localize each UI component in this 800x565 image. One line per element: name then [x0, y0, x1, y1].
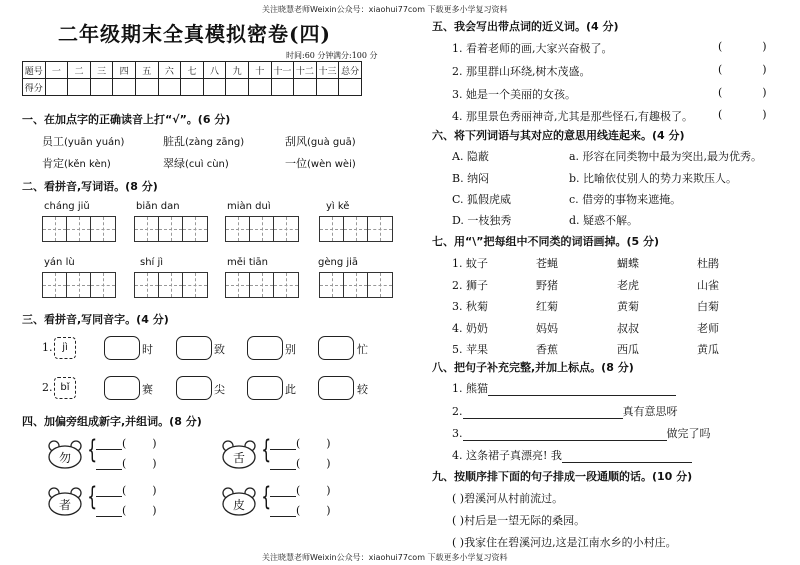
section-9-title: 九、按顺序排下面的句子排成一段通顺的话。(10 分): [432, 470, 693, 483]
score-cell[interactable]: [135, 79, 158, 96]
section-6-title: 六、将下列词语与其对应的意思用线连起来。(4 分): [432, 129, 685, 142]
s4-blank-4[interactable]: ( ): [270, 457, 331, 470]
score-cell[interactable]: [45, 79, 68, 96]
s7-word[interactable]: 山雀: [697, 278, 719, 292]
s7-word[interactable]: 蝴蝶: [617, 257, 639, 270]
s3-answer-box-2[interactable]: [176, 336, 212, 360]
score-table-header-cell: 三: [90, 62, 113, 79]
s3-char: 尖: [214, 383, 225, 396]
s7-word[interactable]: 2. 狮子: [452, 278, 488, 292]
s7-word[interactable]: 黄瓜: [697, 343, 719, 356]
score-cell[interactable]: [113, 79, 136, 96]
s7-word[interactable]: 苍蝇: [536, 257, 558, 270]
section-7-title: 七、用“\”把每组中不同类的词语画掉。(5 分): [432, 235, 660, 248]
s7-word[interactable]: 西瓜: [617, 343, 639, 356]
score-table-header-cell: 十一: [271, 62, 294, 79]
s3-answer-box-1[interactable]: [104, 336, 140, 360]
bear-char-card-3: 者: [46, 486, 84, 516]
score-table-header-cell: 九: [226, 62, 249, 79]
watermark-top: 关注晓慧老师Weixin公众号：xiaohui77com 下载更多小学复习资料: [262, 5, 508, 14]
s7-word[interactable]: 黄菊: [617, 300, 639, 313]
score-cell[interactable]: [339, 79, 362, 96]
score-table-label: 得分: [23, 79, 46, 96]
s6-left-item[interactable]: A. 隐蔽: [452, 150, 489, 163]
s2-pinyin-5: yán lù: [44, 257, 75, 268]
s6-left-item[interactable]: D. 一枝独秀: [452, 214, 512, 227]
score-table-header-cell: 总分: [339, 62, 362, 79]
s9-sentence-1[interactable]: ( )碧溪河从村前流过。: [452, 492, 564, 505]
brace: {: [261, 435, 272, 465]
s1-item-6: 一位(wèn wèi): [285, 157, 356, 170]
score-table-header-cell: 二: [68, 62, 91, 79]
brace: {: [261, 482, 272, 512]
s2-writing-grid-3[interactable]: [225, 216, 299, 242]
s8-item-3[interactable]: 3. 做完了吗: [452, 427, 711, 440]
s8-item-1[interactable]: 1. 熊猫: [452, 380, 676, 396]
section-4-title: 四、加偏旁组成新字,并组词。(8 分): [22, 415, 202, 428]
s7-word[interactable]: 妈妈: [536, 321, 558, 335]
s2-writing-grid-4[interactable]: [319, 216, 393, 242]
score-cell[interactable]: [226, 79, 249, 96]
score-table-header-cell: 一: [45, 62, 68, 79]
s7-word[interactable]: 香蕉: [536, 343, 558, 356]
s7-word[interactable]: 叔叔: [617, 321, 639, 335]
s2-writing-grid-2[interactable]: [134, 216, 208, 242]
s3-answer-box-3[interactable]: [247, 336, 283, 360]
s7-word[interactable]: 老虎: [617, 278, 639, 292]
s3-char: 此: [285, 383, 296, 396]
s1-item-5: 翠绿(cuì cùn): [163, 157, 229, 170]
s3-row2-pinyin-box: bǐ: [54, 377, 76, 399]
s2-writing-grid-7[interactable]: [225, 272, 299, 298]
s1-item-4: 肯定(kěn kèn): [42, 157, 111, 170]
s7-word[interactable]: 红菊: [536, 300, 558, 313]
s5-item-2: 2. 那里群山环绕,树木茂盛。: [452, 65, 591, 78]
s4-blank-1[interactable]: ( ): [96, 437, 157, 450]
s7-word[interactable]: 老师: [697, 321, 719, 335]
brace: {: [87, 435, 98, 465]
s6-right-item[interactable]: d. 疑惑不解。: [569, 214, 639, 227]
section-1-title: 一、在加点字的正确读音上打“√”。(6 分): [22, 113, 231, 126]
s6-left-item[interactable]: C. 狐假虎威: [452, 193, 512, 206]
score-table-header-cell: 十二: [294, 62, 317, 79]
s3-char: 时: [142, 343, 153, 356]
s9-sentence-3[interactable]: ( )我家住在碧溪河边,这是江南水乡的小村庄。: [452, 536, 677, 549]
bear-char-card-2: 舌: [220, 439, 258, 469]
s3-char: 较: [357, 383, 368, 396]
score-table: [22, 61, 362, 96]
s7-word[interactable]: 3. 秋菊: [452, 300, 488, 313]
score-cell[interactable]: [248, 79, 271, 96]
s2-writing-grid-8[interactable]: [319, 272, 393, 298]
s4-blank-7[interactable]: ( ): [270, 484, 331, 497]
s3-row1-number: 1.: [42, 341, 53, 354]
brace: {: [87, 482, 98, 512]
s8-item-4[interactable]: 4. 这条裙子真漂亮! 我: [452, 447, 692, 463]
s7-word[interactable]: 野猪: [536, 278, 558, 292]
s2-pinyin-2: biǎn dan: [136, 201, 180, 212]
score-cell[interactable]: [90, 79, 113, 96]
s3-char: 别: [285, 343, 296, 356]
s2-pinyin-7: měi tiān: [227, 257, 269, 268]
score-table-header-cell: 八: [203, 62, 226, 79]
score-table-header-cell: 七: [181, 62, 204, 79]
s2-writing-grid-1[interactable]: [42, 216, 116, 242]
s7-word[interactable]: 1. 蚊子: [452, 257, 488, 270]
section-2-title: 二、看拼音,写词语。(8 分): [22, 180, 158, 193]
score-table-header-row: [23, 62, 362, 79]
s2-pinyin-8: gèng jiā: [318, 257, 359, 268]
score-table-header-cell: 五: [135, 62, 158, 79]
score-cell[interactable]: [203, 79, 226, 96]
section-5-title: 五、我会写出带点词的近义词。(4 分): [432, 20, 619, 33]
s4-blank-5[interactable]: ( ): [96, 484, 157, 497]
s4-blank-8[interactable]: ( ): [270, 504, 331, 517]
s5-item-4: 4. 那里景色秀丽神奇,尤其是那些怪石,有趣极了。: [452, 110, 693, 123]
s4-blank-2[interactable]: ( ): [96, 457, 157, 470]
score-cell[interactable]: [294, 79, 317, 96]
s5-item-1: 1. 看着老师的画,大家兴奋极了。: [452, 42, 613, 55]
s5-item-3: 3. 她是一个美丽的女孩。: [452, 88, 576, 101]
s3-answer-box-8[interactable]: [318, 376, 354, 400]
score-cell[interactable]: [271, 79, 294, 96]
s1-item-1: 员工(yuān yuán): [42, 135, 125, 148]
s9-sentence-2[interactable]: ( )村后是一望无际的桑园。: [452, 514, 586, 527]
score-cell[interactable]: [181, 79, 204, 96]
s2-writing-grid-6[interactable]: [134, 272, 208, 298]
s3-answer-box-7[interactable]: [247, 376, 283, 400]
score-cell[interactable]: [68, 79, 91, 96]
s7-word[interactable]: 杜鹃: [697, 257, 719, 270]
score-table-header-cell: 四: [113, 62, 136, 79]
section-3-title: 三、看拼音,写同音字。(4 分): [22, 313, 169, 326]
s6-right-item[interactable]: b. 比喻依仗别人的势力来欺压人。: [569, 172, 738, 185]
s2-pinyin-3: miàn duì: [227, 201, 271, 212]
score-cell[interactable]: [158, 79, 181, 96]
score-table-label: 题号: [23, 62, 46, 79]
s3-answer-box-6[interactable]: [176, 376, 212, 400]
s2-writing-grid-5[interactable]: [42, 272, 116, 298]
score-table-header-cell: 十三: [316, 62, 339, 79]
s5-answer-paren-4[interactable]: ( ): [718, 108, 767, 121]
s3-char: 赛: [142, 383, 153, 396]
score-table-header-cell: 六: [158, 62, 181, 79]
s4-blank-6[interactable]: ( ): [96, 504, 157, 517]
score-table-score-row: [23, 79, 362, 96]
s3-answer-box-4[interactable]: [318, 336, 354, 360]
s8-item-2[interactable]: 2. 真有意思呀: [452, 405, 678, 418]
watermark-bottom: 关注晓慧老师Weixin公众号：xiaohui77com 下载更多小学复习资料: [262, 553, 508, 562]
s7-word[interactable]: 白菊: [697, 300, 719, 313]
s5-answer-paren-3[interactable]: ( ): [718, 86, 767, 99]
s7-word[interactable]: 5. 苹果: [452, 343, 488, 356]
s3-char: 致: [214, 343, 225, 356]
time-limit: 时间:60 分钟: [286, 51, 334, 60]
s6-right-item[interactable]: a. 形容在同类物中最为突出,最为优秀。: [569, 150, 763, 163]
s3-answer-box-5[interactable]: [104, 376, 140, 400]
section-8-title: 八、把句子补充完整,并加上标点。(8 分): [432, 361, 634, 374]
s6-right-item[interactable]: c. 借旁的事物来遮掩。: [569, 193, 682, 206]
s7-word[interactable]: 4. 奶奶: [452, 321, 488, 335]
bear-char-card-1: 勿: [46, 439, 84, 469]
s2-pinyin-1: cháng jiǔ: [44, 201, 90, 212]
s4-blank-3[interactable]: ( ): [270, 437, 331, 450]
s5-answer-paren-2[interactable]: ( ): [718, 63, 767, 76]
total-score: 满分:100 分: [333, 51, 378, 60]
page-title: 二年级期末全真模拟密卷(四): [58, 22, 331, 46]
bear-char-card-4: 皮: [220, 486, 258, 516]
s2-pinyin-4: yì kě: [326, 201, 350, 212]
s1-item-2: 脏乱(zàng zāng): [163, 135, 245, 148]
s6-left-item[interactable]: B. 纳闷: [452, 172, 490, 185]
s1-item-3: 刮风(guà guā): [285, 135, 356, 148]
s2-pinyin-6: shí jì: [140, 257, 164, 268]
s5-answer-paren-1[interactable]: ( ): [718, 40, 767, 53]
s3-row2-number: 2.: [42, 381, 53, 394]
score-table-header-cell: 十: [248, 62, 271, 79]
s3-row1-pinyin-box: jì: [54, 337, 76, 359]
score-cell[interactable]: [316, 79, 339, 96]
s3-char: 忙: [357, 343, 368, 356]
